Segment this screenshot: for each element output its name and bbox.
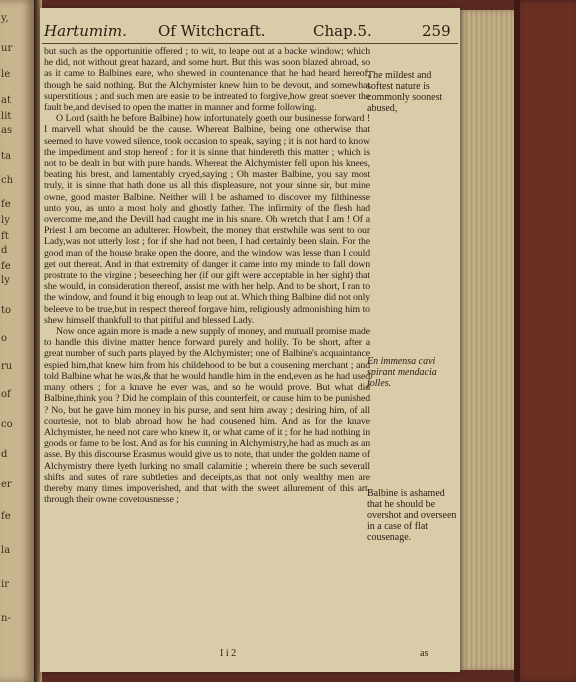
left-fragment: la — [1, 545, 11, 556]
book-page — [40, 8, 460, 672]
left-fragment: to — [1, 305, 12, 316]
left-fragment: of — [1, 389, 11, 400]
running-head — [40, 22, 460, 42]
page-number: 259 — [422, 22, 451, 40]
left-fragment: ly — [1, 215, 10, 226]
margin-note: The mildest and softest nature is commonly soonest abused, — [367, 70, 443, 114]
signature-mark: I i 2 — [220, 648, 237, 659]
left-fragment: fe — [1, 511, 11, 522]
left-fragment: ch — [1, 175, 14, 186]
margin-note: En immensa cavi spirant mendacia folles. — [367, 356, 437, 389]
facing-page-edge — [0, 0, 34, 682]
left-fragment: fe — [1, 261, 11, 272]
left-fragment: o — [1, 333, 8, 344]
left-fragment: ly — [1, 275, 10, 286]
left-fragment: n- — [1, 613, 11, 624]
left-fragment: ur — [1, 43, 13, 54]
paragraph: Now once again more is made a new supply of money, and mutuall promise made to handle this divine matter hence forward purely and holily. To be short, after a great number of such parts played by the Alchymister; one of Balbine's acquaintance espied him,that knew him from his childehood to be but a cousening merchant ; and told Balbine what he was,& that he would handle him in the end,even as he had used many others ; for a knave he ever was, and so he would prove. But what did Balbine,think you ? Did he complain of this counterfeit, or cause him to be punished ? No, but he gave him money in his purse, and sent him away ; desiring him, of all courtesie, not to blab abroad how he had cousened him. And as for the knave Alchymister, he need not care who knew it, or what came of it ; for he had nothing in goods or fame to be lost. And as for his cunning in Alchymistry,he had as much as an asse. By this discourse Erasmus would give us to note, that under the golden name of Alchymistry there lyeth lurking no small calamitie ; wherein there be such severall shifts and sutes of rare subtleties and deceipts,as that not only wealthy men are thereby many times impoverished, and that with the sweet allurement of this art, through their owne covetousnesse ; — [44, 326, 370, 506]
left-fragment: d — [1, 245, 8, 256]
left-fragment: y, — [1, 13, 9, 24]
left-fragment: ta — [1, 151, 11, 162]
page-edges — [458, 10, 516, 670]
left-fragment: co — [1, 419, 13, 430]
margin-note: Balbine is ashamed that he should be overshot and overseen in a case of flat cousenage. — [367, 488, 457, 543]
left-fragment: as — [1, 125, 13, 136]
left-fragment: ir — [1, 579, 9, 590]
cover-edge — [514, 0, 520, 682]
left-fragment: d — [1, 449, 8, 460]
book-cover — [514, 0, 576, 682]
left-fragment: er — [1, 479, 12, 490]
running-head-left: Hartumim. — [44, 22, 127, 40]
header-rule — [42, 43, 458, 44]
left-fragment: le — [1, 69, 11, 80]
left-fragment: ft — [1, 231, 9, 242]
paragraph: O Lord (saith he before Balbine) how infortunately goeth our businesse forward ! I marvell what should be the cause. Whereat Balbine, being one otherwise that seemed to have vowed silence, took occasion to speak, saying ; it is not hard to know the impediment and stop hereof : for it is sinne that hindereth this matter ; which is not to be dealt in but with pure hands. Whereat the Alchymister fell upon his knees, beating his brest, and lamentably cryed,saying ; Oh master Balbine, you say most truly, it is sinne that hath done us all this displeasure, not your sinne sir, but mine owne, good master Balbine. Neither will I be ashamed to discover my filthinesse unto you, as unto a most holy and ghostly father. The infirmity of the flesh had overcome me,and the Devill had caught me in his snare. Oh wretch that I am ! Of a Priest I am become an adulterer. Howbeit, the money that erstwhile was sent to our Lady,was not utterly lost ; for if she had not been, I had certainly been slain. For the good man of the house brake open the doore, and the window was lesse than I could get out thereat. And in that extremity of danger it came into my minde to fall down prostrate to the virgine ; beseeching her (if our gift were acceptable in her sight) that she would, in consideration thereof, assist me with her help. And to be short, I ran to the window, and found it big enough to leap out at. Which thing Balbine did not only beleeve to be true,but in respect thereof forgave him, religiously admonishing him to shew himself thankfull to that pitiful and blessed Lady. — [44, 113, 370, 326]
left-fragment: ru — [1, 361, 13, 372]
catchword: as — [420, 648, 429, 659]
running-head-chapter: Chap.5. — [313, 22, 372, 40]
left-fragment: lit — [1, 111, 12, 122]
main-text — [44, 46, 370, 505]
left-fragment: fe — [1, 199, 11, 210]
paragraph: but such as the opportunitie offered ; to wit, to leape out at a backe window; which he did, not without great hazard, and some hurt. But this was soon blazed abroad, so as it came to Balbines eare, who shewed in countenance that he had heard hereof, though he said nothing. But the Alchymister knew him to be devout, and somewhat superstitious ; and such men are easie to be intreated to forgive,how great soever the fault be,and devised to open the matter in manner and forme following. — [44, 46, 370, 114]
left-fragment: at — [1, 95, 11, 106]
running-head-title: Of Witchcraft. — [158, 22, 266, 40]
